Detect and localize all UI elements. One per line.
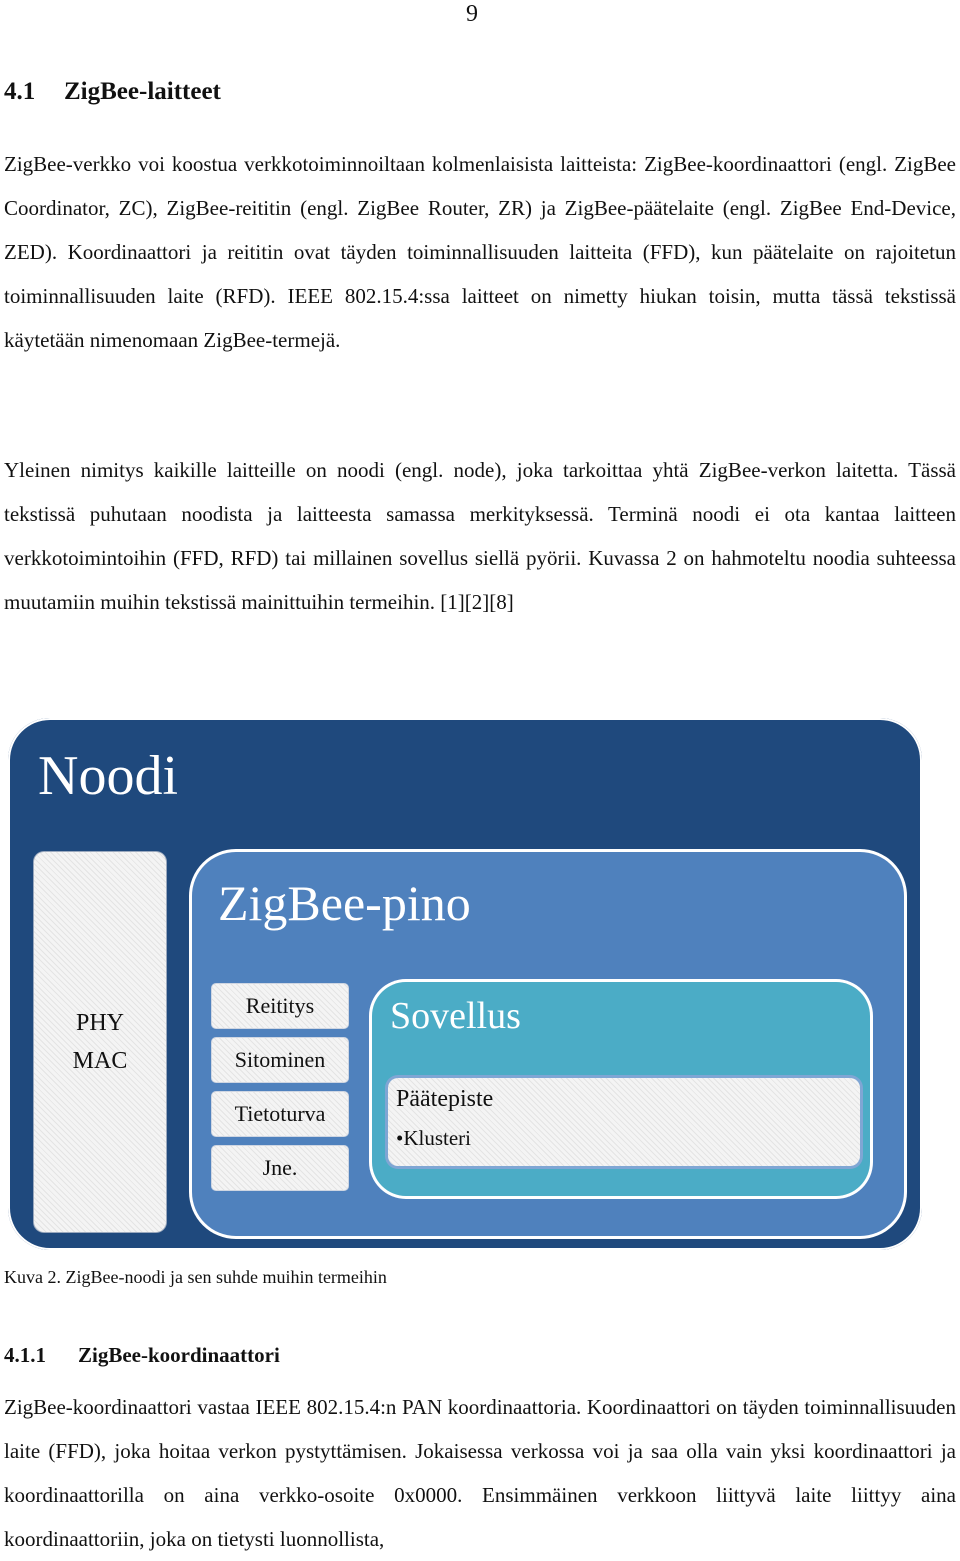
phy-label: PHY bbox=[75, 1010, 124, 1036]
endpoint-label: Päätepiste bbox=[396, 1086, 494, 1112]
paragraph-devices: ZigBee-verkko voi koostua verkkotoiminnoiltaan kolmenlaisista laitteista: ZigBee-koordinaattori (engl. ZigBee Coordinator, ZC), ZigBee-reititin (engl. ZigBee Router, ZR) ja ZigBee-päätelaite (engl. ZigBee End-Device, ZED). Koordinaattori ja reititin ovat täyden toiminnallisuuden laitteita (FFD), kun päätelaite on rajoitetun toiminnallisuuden laite (RFD). IEEE 802.15.4:ssa laitteet on nimetty hiukan toisin, mutta tässä tekstissä käytetään nimenomaan ZigBee-termejä. bbox=[4, 152, 956, 352]
application-box bbox=[372, 982, 870, 1196]
zigbee-stack-box bbox=[192, 852, 904, 1236]
mac-label: MAC bbox=[72, 1048, 128, 1074]
stack-item-routing: Reititys bbox=[212, 984, 348, 1028]
stack-item-security: Tietoturva bbox=[212, 1092, 348, 1136]
subsection-heading bbox=[4, 1343, 280, 1368]
section-heading bbox=[4, 78, 221, 106]
endpoint-box bbox=[388, 1078, 860, 1166]
zigbee-stack-label: ZigBee-pino bbox=[218, 875, 471, 931]
stack-item-etc: Jne. bbox=[212, 1146, 348, 1190]
stack-item-binding: Sitominen bbox=[212, 1038, 348, 1082]
section-title: ZigBee-laitteet bbox=[64, 78, 221, 105]
application-label: Sovellus bbox=[390, 995, 521, 1037]
paragraph-coordinator: ZigBee-koordinaattori vastaa IEEE 802.15.4:n PAN koordinaattoria. Koordinaattori on täyden toiminnallisuuden laite (FFD), joka hoitaa verkon pystyttämisen. Jokaisessa verkossa voi ja saa olla vain yksi koordinaattori ja koordinaattorilla on aina verkko-osoite 0x0000. Ensimmäinen verkkoon liittyvä laite liittyy aina koordinaattoriin, joka on tietysti luonnollista, bbox=[4, 1395, 956, 1551]
subsection-title: ZigBee-koordinaattori bbox=[78, 1343, 280, 1367]
paragraph-node: Yleinen nimitys kaikille laitteille on noodi (engl. node), joka tarkoittaa yhtä ZigBee-verkon laitetta. Tässä tekstissä puhutaan noodista ja laitteesta samassa merkityksessä. Terminä noodi ei ota kantaa laitteen verkkotoimintoihin (FFD, RFD) tai millainen sovellus siellä pyörii. Kuvassa 2 on hahmoteltu noodia suhteessa muutamiin muihin tekstissä mainittuihin termeihin. [1][2][8] bbox=[4, 458, 956, 614]
noodi-label: Noodi bbox=[38, 745, 178, 807]
section-number: 4.1 bbox=[4, 78, 36, 105]
node-diagram bbox=[8, 718, 922, 1250]
figure-caption: Kuva 2. ZigBee-noodi ja sen suhde muihin termeihin bbox=[4, 1267, 387, 1287]
page-number: 9 bbox=[466, 1, 478, 27]
subsection-number: 4.1.1 bbox=[4, 1343, 46, 1367]
phy-mac-box bbox=[34, 852, 166, 1232]
cluster-bullet: •Klusteri bbox=[396, 1126, 472, 1150]
